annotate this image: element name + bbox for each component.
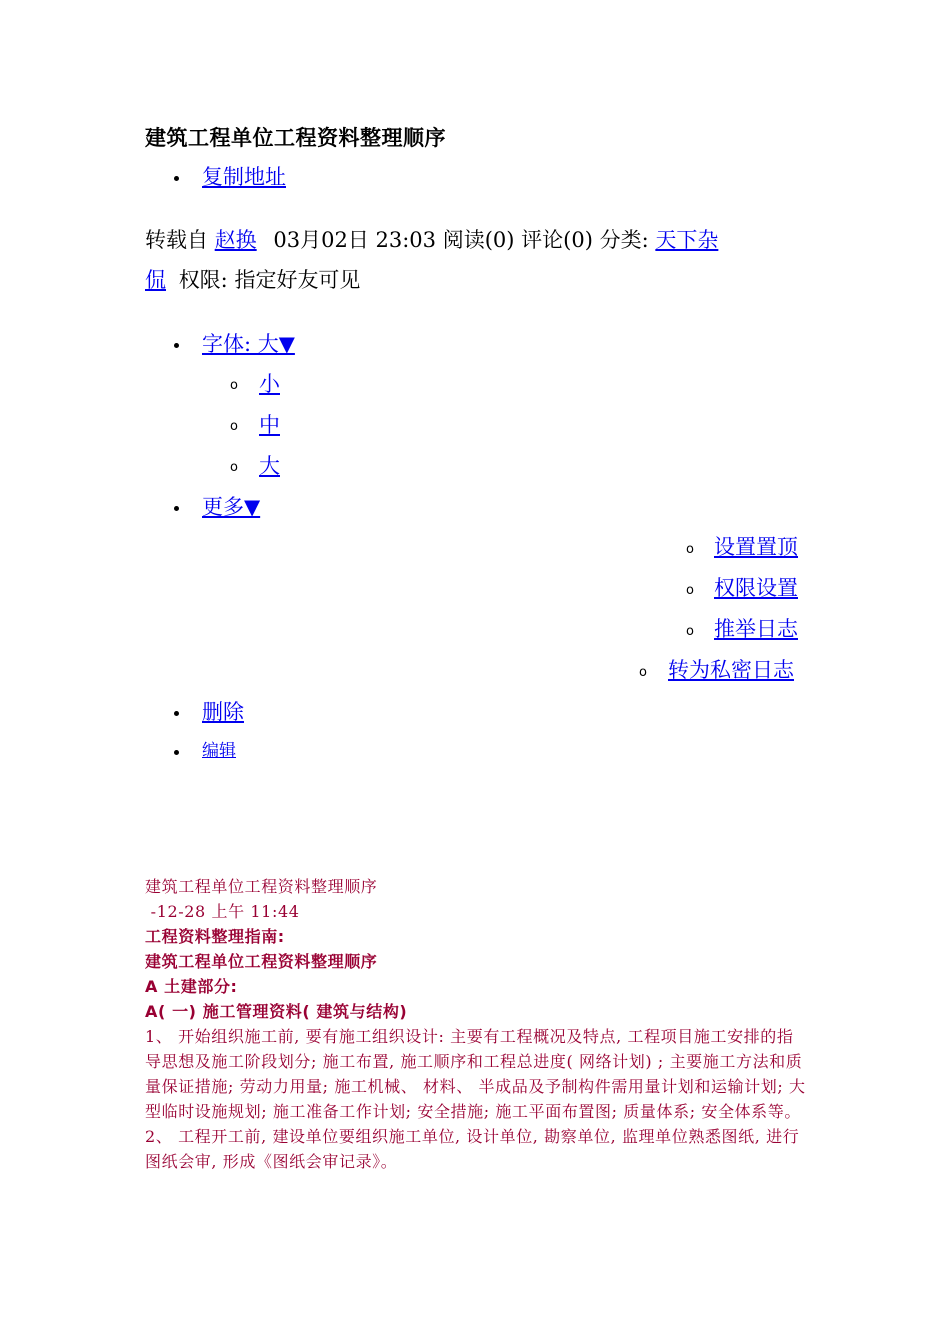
article-heading-title: 建筑工程单位工程资料整理顺序 [145,952,378,971]
comment-count: 评论(0) [521,228,593,252]
article-time: -12-28 上午 11:44 [145,902,300,921]
font-size-menu[interactable]: 字体: 大▼ [202,332,295,356]
read-count: 阅读(0) [442,228,515,252]
permission-settings-option[interactable]: 权限设置 [714,576,798,600]
article-paragraph-2: 2、 工程开工前, 建设单位要组织施工单位, 设计单位, 勘察单位, 监理单位熟悉图纸, 进行图纸会审, 形成《图纸会审记录》。 [145,1127,800,1171]
bullet-dot [174,343,179,348]
article-body [145,874,810,1174]
page-title: 建筑工程单位工程资料整理顺序 [145,126,446,150]
post-meta [145,227,718,253]
circle-marker: o [230,378,238,393]
circle-marker: o [230,460,238,475]
meta-prefix: 转载自 [145,228,208,252]
permission-text: 权限: 指定好友可见 [178,268,361,292]
recommend-log-option[interactable]: 推举日志 [714,617,798,641]
circle-marker: o [639,665,647,680]
bullet-dot [174,750,179,755]
font-large-option[interactable]: 大 [259,454,280,478]
circle-marker: o [686,583,694,598]
font-small-option[interactable]: 小 [259,372,280,396]
circle-marker: o [686,624,694,639]
post-meta-line2 [145,267,360,293]
author-link[interactable]: 赵换 [214,228,257,252]
bullet-dot [174,711,179,716]
edit-link[interactable]: 编辑 [202,741,236,761]
copy-link[interactable]: 复制地址 [202,165,286,189]
post-date: 03月02日 23:03 [273,228,437,252]
circle-marker: o [686,542,694,557]
make-private-option[interactable]: 转为私密日志 [668,658,794,682]
bullet-dot [174,176,179,181]
category-link[interactable]: 天下杂 [655,228,719,252]
category-label: 分类: [599,228,649,252]
bullet-dot [174,506,179,511]
category-link-cont[interactable]: 侃 [145,268,166,292]
font-medium-option[interactable]: 中 [259,413,280,437]
article-heading-guide: 工程资料整理指南: [145,927,285,946]
set-top-option[interactable]: 设置置顶 [714,535,798,559]
delete-link[interactable]: 删除 [202,700,244,724]
circle-marker: o [230,419,238,434]
article-title: 建筑工程单位工程资料整理顺序 [145,877,378,896]
article-heading-subsection: A( 一) 施工管理资料( 建筑与结构) [145,1002,408,1021]
more-menu[interactable]: 更多▼ [202,495,261,519]
article-heading-section: A 土建部分: [145,977,238,996]
article-paragraph-1: 1、 开始组织施工前, 要有施工组织设计: 主要有工程概况及特点, 工程项目施工安排的指导思想及施工阶段划分; 施工布置, 施工顺序和工程总进度( 网络计划) ; 主要施工方法和质量保证措施; 劳动力用量; 施工机械、 材料、 半成品及予制构件需用量计划和运输计划; 大型临时设施规划; 施工准备工作计划; 安全措施; 施工平面布置图; 质量体系; 安全体系等。 [145,1027,806,1121]
